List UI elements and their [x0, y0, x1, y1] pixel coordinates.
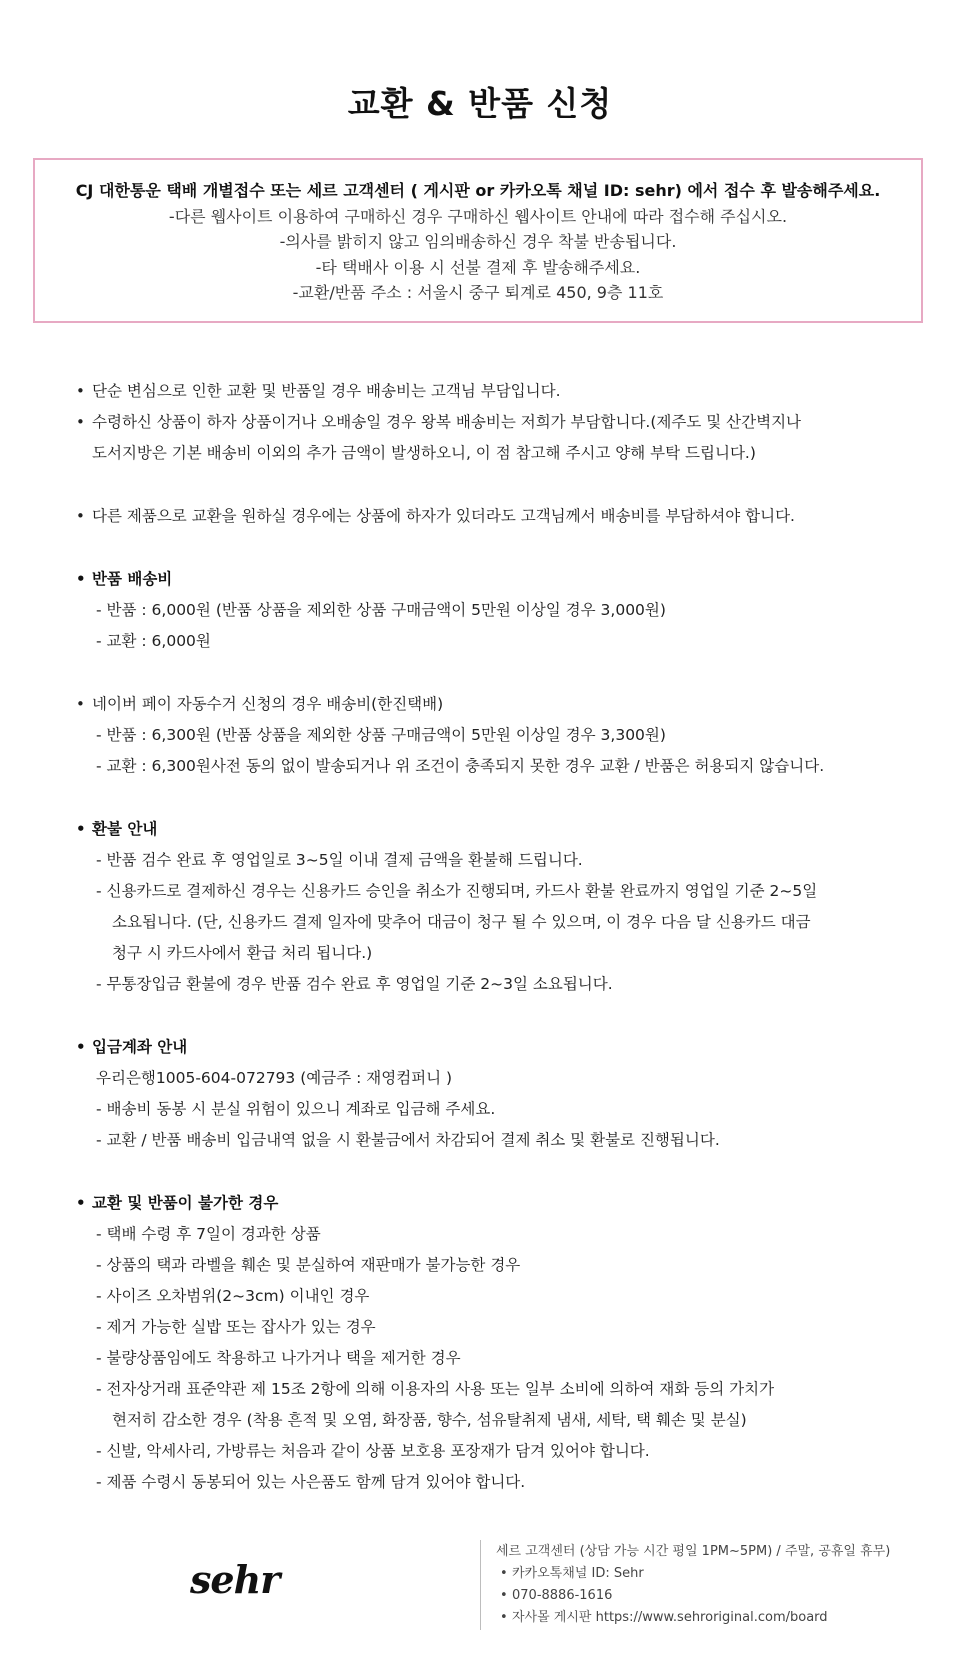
notice-line: CJ 대한통운 택배 개별접수 또는 세르 고객센터 ( 게시판 or 카카오톡 채널 ID: sehr) 에서 접수 후 발송해주세요.	[75, 181, 881, 200]
list-item-continuation: 도서지방은 기본 배송비 이외의 추가 금액이 발생하오니, 이 점 참고해 주시고 양해 부탁 드립니다.)	[92, 444, 756, 462]
list-item: - 제거 가능한 실밥 또는 잡사가 있는 경우	[96, 1318, 376, 1336]
policy-content	[76, 376, 916, 1498]
list-item: - 사이즈 오차범위(2~3cm) 이내인 경우	[96, 1287, 370, 1305]
section-heading-not-allowed: • 교환 및 반품이 불가한 경우	[76, 1188, 916, 1219]
section-heading-account: • 입금계좌 안내	[76, 1032, 916, 1063]
list-item: - 교환 : 6,300원사전 동의 없이 발송되거나 위 조건이 충족되지 못한 경우 교환 / 반품은 허용되지 않습니다.	[96, 757, 825, 775]
list-item: - 교환 / 반품 배송비 입금내역 없을 시 환불금에서 차감되어 결제 취소 및 환불로 진행됩니다.	[96, 1131, 720, 1149]
list-item: - 무통장입금 환불에 경우 반품 검수 완료 후 영업일 기준 2~3일 소요됩니다.	[96, 975, 613, 993]
list-item: - 상품의 택과 라벨을 훼손 및 분실하여 재판매가 불가능한 경우	[96, 1256, 521, 1274]
list-item: • 단순 변심으로 인한 교환 및 반품일 경우 배송비는 고객님 부담입니다.	[76, 376, 916, 407]
list-item: - 반품 : 6,300원 (반품 상품을 제외한 상품 구매금액이 5만원 이상일 경우 3,300원)	[96, 726, 666, 744]
list-item: • 다른 제품으로 교환을 원하실 경우에는 상품에 하자가 있더라도 고객님께서 배송비를 부담하셔야 합니다.	[76, 501, 916, 532]
board-link: • 자사몰 게시판 https://www.sehroriginal.com/board	[496, 1607, 936, 1629]
phone-number: • 070-8886-1616	[496, 1585, 936, 1607]
list-item: - 전자상거래 표준약관 제 15조 2항에 의해 이용자의 사용 또는 일부 소비에 의하여 재화 등의 가치가	[96, 1380, 775, 1398]
footer-divider	[480, 1540, 481, 1630]
list-item: - 택배 수령 후 7일이 경과한 상품	[96, 1225, 321, 1243]
list-item: - 신용카드로 결제하신 경우는 신용카드 승인을 취소가 진행되며, 카드사 환불 완료까지 영업일 기준 2~5일	[96, 882, 818, 900]
list-item: - 배송비 동봉 시 분실 위험이 있으니 계좌로 입금해 주세요.	[96, 1100, 496, 1118]
brand-logo: sehr	[190, 1557, 280, 1602]
list-item: - 교환 : 6,000원	[96, 632, 211, 650]
account-number: 우리은행1005-604-072793 (예금주 : 재영컴퍼니 )	[96, 1069, 453, 1087]
notice-line: -의사를 밝히지 않고 임의배송하신 경우 착불 반송됩니다.	[279, 232, 677, 251]
list-item-continuation: 현저히 감소한 경우 (착용 흔적 및 오염, 화장품, 향수, 섬유탈취제 냄새, 세탁, 택 훼손 및 분실)	[112, 1411, 747, 1429]
list-item-continuation: 소요됩니다. (단, 신용카드 결제 일자에 맞추어 대금이 청구 될 수 있으며, 이 경우 다음 달 신용카드 대금	[112, 913, 811, 931]
notice-line: -교환/반품 주소 : 서울시 중구 퇴계로 450, 9층 11호	[292, 283, 664, 302]
customer-center-info	[496, 1541, 936, 1629]
section-heading-refund: • 환불 안내	[76, 814, 916, 845]
notice-box	[33, 158, 923, 323]
list-item: - 반품 검수 완료 후 영업일로 3~5일 이내 결제 금액을 환불해 드립니다.	[96, 851, 583, 869]
page-title: 교환 & 반품 신청	[347, 84, 613, 123]
notice-line: -다른 웹사이트 이용하여 구매하신 경우 구매하신 웹사이트 안내에 따라 접수해 주십시오.	[168, 206, 788, 226]
list-item: - 불량상품임에도 착용하고 나가거나 택을 제거한 경우	[96, 1349, 461, 1367]
section-heading-return-fee: • 반품 배송비	[76, 564, 916, 595]
list-item: • 수령하신 상품이 하자 상품이거나 오배송일 경우 왕복 배송비는 저희가 부담합니다.(제주도 및 산간벽지나	[76, 407, 916, 438]
kakao-channel-id: • 카카오톡채널 ID: Sehr	[496, 1563, 936, 1585]
list-item-continuation: 청구 시 카드사에서 환급 처리 됩니다.)	[112, 944, 373, 962]
list-item: - 신발, 악세사리, 가방류는 처음과 같이 상품 보호용 포장재가 담겨 있어야 합니다.	[96, 1442, 650, 1460]
customer-center-headline: 세르 고객센터 (상담 가능 시간 평일 1PM~5PM) / 주말, 공휴일 휴무)	[496, 1544, 891, 1559]
section-heading-naver-pay: • 네이버 페이 자동수거 신청의 경우 배송비(한진택배)	[76, 689, 916, 720]
list-item: - 반품 : 6,000원 (반품 상품을 제외한 상품 구매금액이 5만원 이상일 경우 3,000원)	[96, 601, 666, 619]
list-item: - 제품 수령시 동봉되어 있는 사은품도 함께 담겨 있어야 합니다.	[96, 1473, 526, 1491]
notice-line: -타 택배사 이용 시 선불 결제 후 발송해주세요.	[315, 257, 641, 277]
